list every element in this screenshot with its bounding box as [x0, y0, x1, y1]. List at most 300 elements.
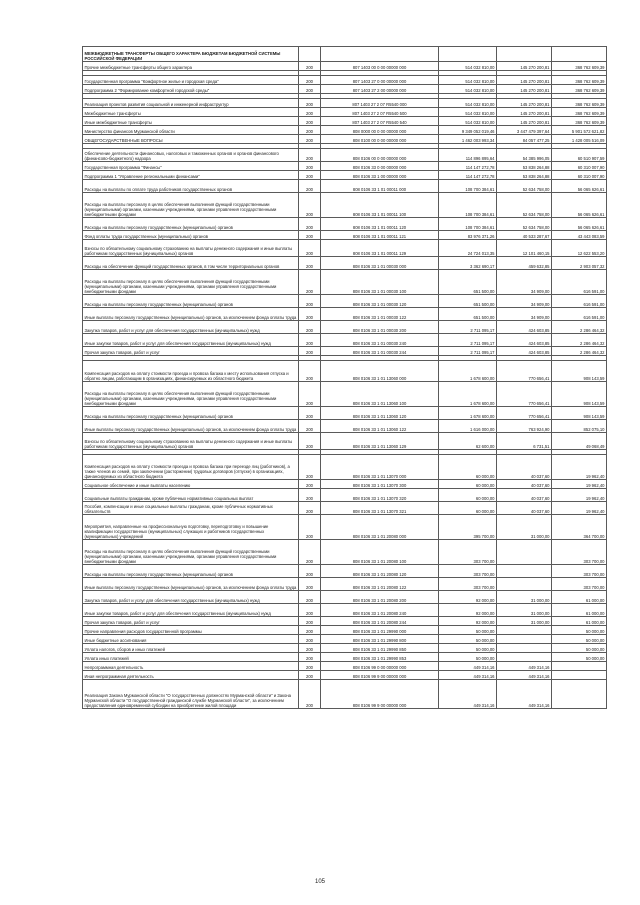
- table-row: [83, 231, 607, 240]
- row-unexecuted-cell: 852 075,10: [552, 420, 607, 433]
- row-budget-code-cell: 808 0106 33 1 01 13060 100: [321, 382, 439, 407]
- row-unexecuted-cell: 1 428 005 516,09: [552, 135, 607, 144]
- row-code-cell: 200: [299, 407, 321, 420]
- row-name-cell: Социальные выплаты гражданам, кроме публичных нормативных социальных выплат: [83, 489, 299, 502]
- table-row: [83, 420, 607, 433]
- table-row: [83, 126, 607, 135]
- row-approved-cell: 449 314,16: [439, 671, 497, 680]
- row-unexecuted-cell: 19 962,40: [552, 502, 607, 515]
- row-executed-cell: 459 632,85: [497, 257, 552, 270]
- table-row: [83, 295, 607, 308]
- row-code-cell: 200: [299, 489, 321, 502]
- row-code-cell: 200: [299, 135, 321, 144]
- row-unexecuted-cell: 19 962,40: [552, 455, 607, 480]
- row-executed-cell: 84 057 477,25: [497, 135, 552, 144]
- row-name-cell: Иные закупки товаров, работ и услуг для обеспечения государственных (муниципальных) нужд: [83, 334, 299, 347]
- row-budget-code-cell: 808 0106 33 1 01 20080 200: [321, 591, 439, 604]
- row-executed-cell: 53 838 264,88: [497, 162, 552, 171]
- row-code-cell: 200: [299, 149, 321, 162]
- row-name-cell: Государственная программа "Финансы": [83, 162, 299, 171]
- row-code-cell: 200: [299, 515, 321, 540]
- row-name-cell: Закупка товаров, работ и услуг для обеспечения государственных (муниципальных) нужд: [83, 591, 299, 604]
- row-code-cell: 200: [299, 480, 321, 489]
- row-code-cell: 200: [299, 671, 321, 680]
- table-row: [83, 193, 607, 218]
- row-name-cell: Иные бюджетные ассигнования: [83, 635, 299, 644]
- row-executed-cell: 54 385 996,05: [497, 149, 552, 162]
- row-executed-cell: 145 270 200,81: [497, 76, 552, 85]
- row-approved-cell: 83 976 371,26: [439, 231, 497, 240]
- table-row: [83, 680, 607, 709]
- row-name-cell: Компенсация расходов на оплату стоимости проезда и провоза багажа при переезде лиц (работников), а также членов их семей, при заключении (расторжении) трудовых договоров (отпуске) в организациях, финансируемых из областного бюджета: [83, 455, 299, 480]
- row-budget-code-cell: 808 0106 33 1 01 20080 120: [321, 565, 439, 578]
- row-name-cell: Прочие межбюджетные трансферты общего характера: [83, 62, 299, 71]
- row-approved-cell: 395 700,00: [439, 515, 497, 540]
- row-executed-cell: 31 000,00: [497, 617, 552, 626]
- table-row: [83, 653, 607, 662]
- row-name-cell: Взносы по обязательному социальному страхованию на выплаты денежного содержания и иные выплаты работникам государственных (муниципальных) органов: [83, 433, 299, 450]
- row-approved-cell: 651 500,00: [439, 308, 497, 321]
- row-executed-cell: [497, 644, 552, 653]
- table-row: [83, 257, 607, 270]
- row-code-cell: 200: [299, 420, 321, 433]
- row-name-cell: Взносы по обязательному социальному страхованию на выплаты денежного содержания и иные выплаты работникам государственных (муниципальных) органов: [83, 240, 299, 257]
- table-row: [83, 671, 607, 680]
- row-executed-cell: 40 037,60: [497, 502, 552, 515]
- row-code-cell: 200: [299, 617, 321, 626]
- table-row: [83, 591, 607, 604]
- row-approved-cell: 60 000,00: [439, 480, 497, 489]
- row-executed-cell: 3 447 479 397,64: [497, 126, 552, 135]
- row-unexecuted-cell: 908 143,59: [552, 361, 607, 382]
- row-approved-cell: 108 700 384,61: [439, 193, 497, 218]
- row-executed-cell: 40 533 287,67: [497, 231, 552, 240]
- row-approved-cell: 62 600,00: [439, 433, 497, 450]
- row-unexecuted-cell: 49 068,49: [552, 433, 607, 450]
- row-unexecuted-cell: 50 000,00: [552, 644, 607, 653]
- row-code-cell: 200: [299, 240, 321, 257]
- row-executed-cell: 145 270 200,81: [497, 117, 552, 126]
- row-approved-cell: 1 678 600,00: [439, 361, 497, 382]
- row-approved-cell: 1 678 600,00: [439, 382, 497, 407]
- row-name-cell: Реализация проектов развития социальной и инженерной инфраструктур: [83, 99, 299, 108]
- row-name-cell: Расходы на выплаты персоналу в целях обеспечения выполнения функций государственными (муниципальными) органами, казенными учреждениями, органами управления государственными внебюджетными фондами: [83, 382, 299, 407]
- row-name-cell: Пособия, компенсации и иные социальные выплаты гражданам, кроме публичных нормативных обязательств: [83, 502, 299, 515]
- row-approved-cell: 449 314,16: [439, 680, 497, 709]
- table-row: [83, 108, 607, 117]
- row-code-cell: 200: [299, 180, 321, 193]
- row-budget-code-cell: 807 1403 27 0 00 00000 000: [321, 76, 439, 85]
- row-name-cell: Иные выплаты персоналу государственных (муниципальных) органов, за исключением фонда оплаты труда: [83, 420, 299, 433]
- row-executed-cell: 34 909,00: [497, 308, 552, 321]
- table-row: [83, 489, 607, 502]
- row-name-cell: Расходы на выплаты персоналу государственных (муниципальных) органов: [83, 218, 299, 231]
- row-approved-cell: 50 000,00: [439, 644, 497, 653]
- row-approved-cell: [439, 47, 497, 62]
- table-row: [83, 240, 607, 257]
- row-unexecuted-cell: 5 901 572 621,82: [552, 126, 607, 135]
- row-approved-cell: 651 500,00: [439, 270, 497, 295]
- row-unexecuted-cell: 61 000,00: [552, 617, 607, 626]
- row-unexecuted-cell: 43 443 083,59: [552, 231, 607, 240]
- row-code-cell: 200: [299, 382, 321, 407]
- row-name-cell: Расходы на выплаты персоналу государственных (муниципальных) органов: [83, 565, 299, 578]
- table-row: [83, 270, 607, 295]
- row-approved-cell: 303 700,00: [439, 578, 497, 591]
- row-name-cell: Обеспечение деятельности финансовых, налоговых и таможенных органов и органов финансового (финансово-бюджетного) надзора: [83, 149, 299, 162]
- row-code-cell: 200: [299, 108, 321, 117]
- row-unexecuted-cell: 616 591,00: [552, 308, 607, 321]
- row-approved-cell: 114 147 272,78: [439, 171, 497, 180]
- row-approved-cell: 50 000,00: [439, 635, 497, 644]
- row-budget-code-cell: 808 0106 33 1 01 20080 100: [321, 540, 439, 565]
- row-unexecuted-cell: 908 143,59: [552, 382, 607, 407]
- row-code-cell: 200: [299, 85, 321, 94]
- row-approved-cell: 60 000,00: [439, 455, 497, 480]
- table-row: [83, 407, 607, 420]
- row-unexecuted-cell: 908 143,59: [552, 407, 607, 420]
- row-executed-cell: 6 731,51: [497, 433, 552, 450]
- row-unexecuted-cell: 616 591,00: [552, 270, 607, 295]
- row-approved-cell: 3 362 690,17: [439, 257, 497, 270]
- row-budget-code-cell: 808 0000 00 0 00 00000 000: [321, 126, 439, 135]
- table-row: [83, 218, 607, 231]
- row-code-cell: 200: [299, 334, 321, 347]
- table-row: [83, 540, 607, 565]
- row-budget-code-cell: 808 0106 99 0 00 00000 000: [321, 662, 439, 671]
- row-budget-code-cell: 808 0106 33 1 01 00030 000: [321, 257, 439, 270]
- row-unexecuted-cell: 368 762 609,39: [552, 99, 607, 108]
- table-row: [83, 361, 607, 382]
- row-approved-cell: 1 462 003 993,34: [439, 135, 497, 144]
- row-executed-cell: 40 037,60: [497, 480, 552, 489]
- row-approved-cell: 514 032 810,00: [439, 85, 497, 94]
- row-approved-cell: 108 700 384,61: [439, 180, 497, 193]
- row-approved-cell: 9 349 052 019,46: [439, 126, 497, 135]
- row-name-cell: Государственная программа "Комфортное жилье и городская среда": [83, 76, 299, 85]
- row-executed-cell: 449 314,16: [497, 680, 552, 709]
- table-row: [83, 47, 607, 62]
- row-name-cell: Межбюджетные трансферты: [83, 108, 299, 117]
- row-unexecuted-cell: 19 962,40: [552, 480, 607, 489]
- row-approved-cell: 114 147 272,78: [439, 162, 497, 171]
- table-row: [83, 347, 607, 356]
- table-row: [83, 321, 607, 334]
- row-budget-code-cell: 808 0106 33 0 00 00000 000: [321, 162, 439, 171]
- row-approved-cell: 2 711 095,17: [439, 347, 497, 356]
- row-executed-cell: 40 037,60: [497, 489, 552, 502]
- table-row: [83, 135, 607, 144]
- row-code-cell: 200: [299, 193, 321, 218]
- row-unexecuted-cell: 60 310 007,90: [552, 171, 607, 180]
- table-row: [83, 149, 607, 162]
- row-name-cell: Министерство финансов Мурманской области: [83, 126, 299, 135]
- row-budget-code-cell: 807 1403 27 2 07 R5540 500: [321, 108, 439, 117]
- table-row: [83, 76, 607, 85]
- row-code-cell: 200: [299, 257, 321, 270]
- row-unexecuted-cell: 50 000,00: [552, 653, 607, 662]
- row-code-cell: 200: [299, 433, 321, 450]
- table-row: [83, 180, 607, 193]
- row-approved-cell: 92 000,00: [439, 604, 497, 617]
- row-approved-cell: 514 032 810,00: [439, 99, 497, 108]
- row-executed-cell: 52 634 758,00: [497, 218, 552, 231]
- row-executed-cell: [497, 635, 552, 644]
- row-budget-code-cell: 808 0106 33 1 01 00011 120: [321, 218, 439, 231]
- row-unexecuted-cell: 50 000,00: [552, 626, 607, 635]
- row-code-cell: 200: [299, 99, 321, 108]
- row-unexecuted-cell: 2 903 057,32: [552, 257, 607, 270]
- table-row: [83, 662, 607, 671]
- row-code-cell: 200: [299, 347, 321, 356]
- table-row: [83, 162, 607, 171]
- table-row: [83, 62, 607, 71]
- row-budget-code-cell: 808 0106 33 1 01 20080 122: [321, 578, 439, 591]
- row-unexecuted-cell: 19 962,40: [552, 489, 607, 502]
- table-row: [83, 455, 607, 480]
- table-row: [83, 644, 607, 653]
- row-name-cell: Иные закупки товаров, работ и услуг для обеспечения государственных (муниципальных) нужд: [83, 604, 299, 617]
- row-code-cell: 200: [299, 231, 321, 240]
- row-approved-cell: 108 700 384,61: [439, 218, 497, 231]
- row-name-cell: Подпрограмма 1 "Управление региональными финансами": [83, 171, 299, 180]
- row-approved-cell: 514 032 810,00: [439, 62, 497, 71]
- row-unexecuted-cell: 2 286 464,32: [552, 321, 607, 334]
- row-approved-cell: 114 896 895,64: [439, 149, 497, 162]
- row-executed-cell: 424 603,85: [497, 347, 552, 356]
- row-name-cell: Компенсация расходов на оплату стоимости проезда и провоза багажа к месту использования отпуска и обратно лицам, работающим в организациях, финансируемых из областного бюджета: [83, 361, 299, 382]
- table-row: [83, 433, 607, 450]
- row-executed-cell: [497, 578, 552, 591]
- row-budget-code-cell: 808 0106 33 1 01 13060 122: [321, 420, 439, 433]
- row-approved-cell: 651 500,00: [439, 295, 497, 308]
- row-budget-code-cell: 808 0106 33 1 01 00030 122: [321, 308, 439, 321]
- row-unexecuted-cell: 303 700,00: [552, 540, 607, 565]
- row-code-cell: [299, 47, 321, 62]
- row-budget-code-cell: 808 0106 33 1 01 00011 129: [321, 240, 439, 257]
- table-row: [83, 117, 607, 126]
- row-unexecuted-cell: 616 591,00: [552, 295, 607, 308]
- row-budget-code-cell: 808 0106 33 1 01 00030 240: [321, 334, 439, 347]
- row-name-cell: Уплата иных платежей: [83, 653, 299, 662]
- row-budget-code-cell: 808 0106 33 1 01 29990 000: [321, 626, 439, 635]
- row-name-cell: Мероприятия, направленные на профессиональную подготовку, переподготовку и повышение квалификации государственных (муниципальных) служащих и работников государственных (муниципальных) учреждений: [83, 515, 299, 540]
- row-unexecuted-cell: [552, 47, 607, 62]
- table-row: [83, 334, 607, 347]
- row-name-cell: Фонд оплаты труда государственных (муниципальных) органов: [83, 231, 299, 240]
- row-name-cell: Иная непрограммная деятельность: [83, 671, 299, 680]
- row-executed-cell: 763 924,90: [497, 420, 552, 433]
- row-unexecuted-cell: 50 000,00: [552, 635, 607, 644]
- row-executed-cell: 52 634 758,00: [497, 193, 552, 218]
- row-approved-cell: 303 700,00: [439, 540, 497, 565]
- row-code-cell: 200: [299, 644, 321, 653]
- row-unexecuted-cell: 303 700,00: [552, 565, 607, 578]
- row-code-cell: 200: [299, 455, 321, 480]
- row-unexecuted-cell: [552, 662, 607, 671]
- row-code-cell: 200: [299, 270, 321, 295]
- row-unexecuted-cell: 368 762 609,39: [552, 85, 607, 94]
- row-unexecuted-cell: 2 286 464,32: [552, 347, 607, 356]
- table-row: [83, 171, 607, 180]
- row-unexecuted-cell: 61 000,00: [552, 591, 607, 604]
- row-code-cell: 200: [299, 76, 321, 85]
- row-code-cell: 200: [299, 295, 321, 308]
- row-code-cell: 200: [299, 62, 321, 71]
- table-row: [83, 626, 607, 635]
- row-name-cell: Социальное обеспечение и иные выплаты населению: [83, 480, 299, 489]
- row-unexecuted-cell: 368 762 609,39: [552, 62, 607, 71]
- row-budget-code-cell: 808 0100 00 0 00 00000 000: [321, 135, 439, 144]
- row-budget-code-cell: 807 1403 27 2 00 00000 000: [321, 85, 439, 94]
- row-budget-code-cell: 808 0106 33 1 01 13060 129: [321, 433, 439, 450]
- row-executed-cell: 424 603,85: [497, 334, 552, 347]
- table-row: [83, 85, 607, 94]
- budget-execution-table: [82, 46, 607, 709]
- row-budget-code-cell: 808 0106 33 1 01 00030 100: [321, 270, 439, 295]
- row-approved-cell: 60 000,00: [439, 489, 497, 502]
- row-approved-cell: 514 032 810,00: [439, 76, 497, 85]
- row-executed-cell: [497, 540, 552, 565]
- row-approved-cell: 24 724 013,35: [439, 240, 497, 257]
- row-name-cell: Расходы на выплаты персоналу государственных (муниципальных) органов: [83, 407, 299, 420]
- row-budget-code-cell: 808 0106 33 1 01 29990 800: [321, 635, 439, 644]
- table-body: [83, 47, 607, 709]
- row-unexecuted-cell: 12 622 553,20: [552, 240, 607, 257]
- row-executed-cell: 31 000,00: [497, 515, 552, 540]
- row-name-cell: Прочие направления расходов государственной программы: [83, 626, 299, 635]
- row-code-cell: 200: [299, 680, 321, 709]
- row-name-cell: Расходы на выплаты по оплате труда работников государственных органов: [83, 180, 299, 193]
- row-budget-code-cell: 808 0106 33 1 01 13070 320: [321, 489, 439, 502]
- row-budget-code-cell: 808 0106 99 9 00 00000 000: [321, 680, 439, 709]
- row-budget-code-cell: 808 0106 33 1 01 20080 240: [321, 604, 439, 617]
- row-unexecuted-cell: 368 762 609,39: [552, 117, 607, 126]
- row-code-cell: 200: [299, 662, 321, 671]
- row-name-cell: Непрограммная деятельность: [83, 662, 299, 671]
- row-code-cell: 200: [299, 565, 321, 578]
- row-code-cell: 200: [299, 162, 321, 171]
- row-executed-cell: 52 634 758,00: [497, 180, 552, 193]
- row-name-cell: Закупка товаров, работ и услуг для обеспечения государственных (муниципальных) нужд: [83, 321, 299, 334]
- row-code-cell: 200: [299, 171, 321, 180]
- row-unexecuted-cell: 303 700,00: [552, 578, 607, 591]
- row-name-cell: Прочая закупка товаров, работ и услуг: [83, 347, 299, 356]
- row-code-cell: 200: [299, 635, 321, 644]
- table-row: [83, 635, 607, 644]
- row-code-cell: 200: [299, 653, 321, 662]
- row-code-cell: 200: [299, 502, 321, 515]
- row-budget-code-cell: 807 1403 27 2 07 R5540 540: [321, 117, 439, 126]
- row-budget-code-cell: 808 0106 33 1 01 00011 121: [321, 231, 439, 240]
- table-row: [83, 604, 607, 617]
- row-executed-cell: [497, 47, 552, 62]
- row-unexecuted-cell: 60 510 907,59: [552, 149, 607, 162]
- row-unexecuted-cell: 56 065 626,61: [552, 180, 607, 193]
- row-executed-cell: 53 838 264,88: [497, 171, 552, 180]
- row-unexecuted-cell: 2 286 464,32: [552, 334, 607, 347]
- row-budget-code-cell: 808 0106 33 1 01 13070 000: [321, 455, 439, 480]
- row-name-cell: Расходы на выплаты персоналу в целях обеспечения выполнения функций государственными (муниципальными) органами, казенными учреждениями, органами управления государственными внебюджетными фондами: [83, 540, 299, 565]
- row-code-cell: 200: [299, 591, 321, 604]
- row-name-cell: Уплата налогов, сборов и иных платежей: [83, 644, 299, 653]
- row-unexecuted-cell: 56 065 626,61: [552, 193, 607, 218]
- row-budget-code-cell: 808 0106 33 1 01 00011 100: [321, 193, 439, 218]
- row-code-cell: 200: [299, 361, 321, 382]
- row-code-cell: 200: [299, 578, 321, 591]
- row-name-cell: МЕЖБЮДЖЕТНЫЕ ТРАНСФЕРТЫ ОБЩЕГО ХАРАКТЕРА БЮДЖЕТАМ БЮДЖЕТНОЙ СИСТЕМЫ РОССИЙСКОЙ ФЕДЕРАЦИИ: [83, 47, 299, 62]
- row-budget-code-cell: 808 0106 33 1 00 00000 000: [321, 171, 439, 180]
- row-code-cell: 200: [299, 626, 321, 635]
- row-executed-cell: 31 000,00: [497, 591, 552, 604]
- row-approved-cell: 92 000,00: [439, 591, 497, 604]
- row-executed-cell: [497, 565, 552, 578]
- row-executed-cell: 449 314,16: [497, 671, 552, 680]
- row-name-cell: Иные межбюджетные трансферты: [83, 117, 299, 126]
- row-budget-code-cell: 808 0106 33 1 01 20080 244: [321, 617, 439, 626]
- row-code-cell: 200: [299, 321, 321, 334]
- row-approved-cell: 60 000,00: [439, 502, 497, 515]
- row-approved-cell: 514 032 810,00: [439, 108, 497, 117]
- row-name-cell: Расходы на выплаты персоналу государственных (муниципальных) органов: [83, 295, 299, 308]
- row-name-cell: Прочая закупка товаров, работ и услуг: [83, 617, 299, 626]
- row-executed-cell: 34 909,00: [497, 270, 552, 295]
- row-code-cell: 200: [299, 308, 321, 321]
- row-unexecuted-cell: 61 000,00: [552, 604, 607, 617]
- row-executed-cell: 449 314,16: [497, 662, 552, 671]
- row-code-cell: 200: [299, 218, 321, 231]
- table-row: [83, 382, 607, 407]
- row-approved-cell: 92 000,00: [439, 617, 497, 626]
- table-row: [83, 502, 607, 515]
- row-budget-code-cell: 807 1403 27 2 07 R5540 000: [321, 99, 439, 108]
- row-budget-code-cell: 808 0106 33 1 01 13070 321: [321, 502, 439, 515]
- row-budget-code-cell: 808 0106 00 0 00 00000 000: [321, 149, 439, 162]
- row-unexecuted-cell: 368 762 609,39: [552, 108, 607, 117]
- row-code-cell: 200: [299, 126, 321, 135]
- row-name-cell: ОБЩЕГОСУДАРСТВЕННЫЕ ВОПРОСЫ: [83, 135, 299, 144]
- table-row: [83, 617, 607, 626]
- row-unexecuted-cell: [552, 680, 607, 709]
- row-executed-cell: 145 270 200,81: [497, 62, 552, 71]
- row-budget-code-cell: 807 1403 00 0 00 00000 000: [321, 62, 439, 71]
- row-budget-code-cell: 808 0106 33 1 01 00011 000: [321, 180, 439, 193]
- row-executed-cell: 145 270 200,81: [497, 99, 552, 108]
- row-budget-code-cell: 808 0106 33 1 01 20080 000: [321, 515, 439, 540]
- row-code-cell: 200: [299, 540, 321, 565]
- row-name-cell: Расходы на выплаты персоналу в целях обеспечения выполнения функций государственными (муниципальными) органами, казенными учреждениями, органами управления государственными внебюджетными фондами: [83, 270, 299, 295]
- row-approved-cell: 2 711 095,17: [439, 334, 497, 347]
- row-budget-code-cell: 808 0106 99 9 00 00000 000: [321, 671, 439, 680]
- row-unexecuted-cell: 364 700,00: [552, 515, 607, 540]
- table-row: [83, 308, 607, 321]
- row-name-cell: Иные выплаты персоналу государственных (муниципальных) органов, за исключением фонда оплаты труда: [83, 308, 299, 321]
- row-executed-cell: [497, 626, 552, 635]
- row-budget-code-cell: 808 0106 33 1 01 13060 000: [321, 361, 439, 382]
- row-executed-cell: 34 909,00: [497, 295, 552, 308]
- row-code-cell: 200: [299, 117, 321, 126]
- row-approved-cell: 1 678 600,00: [439, 407, 497, 420]
- table-row: [83, 480, 607, 489]
- row-executed-cell: 770 656,41: [497, 407, 552, 420]
- row-executed-cell: 770 656,41: [497, 382, 552, 407]
- table-row: [83, 578, 607, 591]
- table-row: [83, 515, 607, 540]
- row-name-cell: Подпрограмма 2 "Формирование комфортной городской среды": [83, 85, 299, 94]
- row-budget-code-cell: 808 0106 33 1 01 13060 120: [321, 407, 439, 420]
- budget-report-sheet: [82, 46, 606, 709]
- row-approved-cell: 50 000,00: [439, 626, 497, 635]
